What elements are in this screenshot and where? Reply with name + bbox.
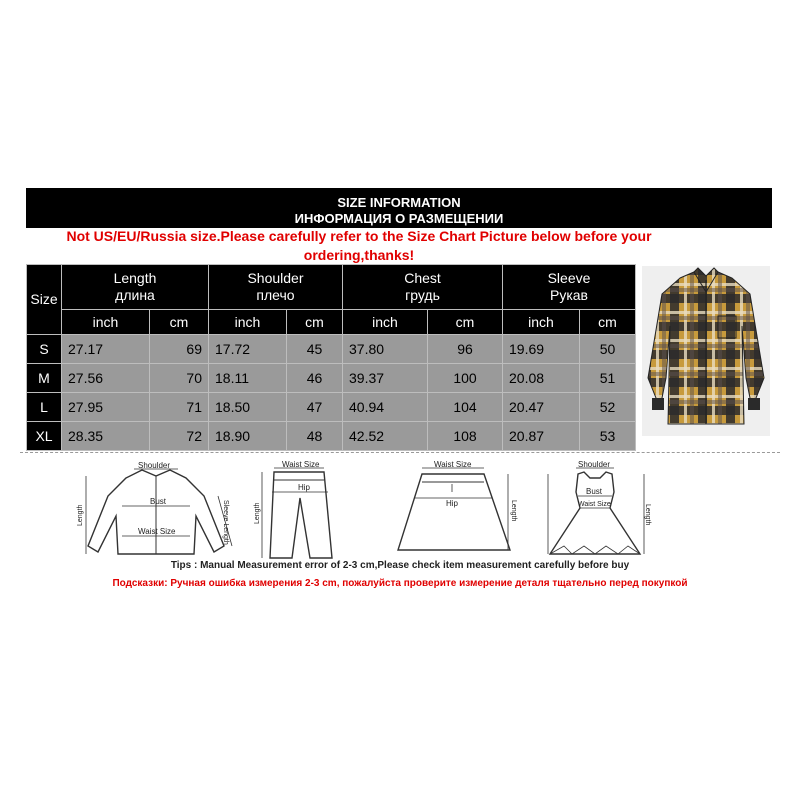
table-cell: 48 <box>287 422 343 451</box>
table-cell: 27.17 <box>62 335 150 364</box>
table-cell: 19.69 <box>503 335 580 364</box>
bust-label: Bust <box>150 497 167 506</box>
table-cell: 108 <box>428 422 503 451</box>
chest-header: Chest грудь <box>343 265 503 310</box>
size-chart-table <box>26 264 636 451</box>
length-label: Length <box>254 502 261 524</box>
header-title-ru: ИНФОРМАЦИЯ О РАЗМЕЩЕНИИ <box>294 211 504 226</box>
tips-ru: Подсказки: Ручная ошибка измерения 2-3 cm, пожалуйста проверите измерение деталя тщательно перед покупкой <box>112 578 688 589</box>
table-row <box>27 393 636 422</box>
length-header: Length длина <box>62 265 209 310</box>
table-cell: 72 <box>150 422 209 451</box>
table-cell: 40.94 <box>343 393 428 422</box>
unit-header: inch <box>503 310 580 335</box>
unit-header: cm <box>150 310 209 335</box>
table-cell: 100 <box>428 364 503 393</box>
unit-header: cm <box>580 310 636 335</box>
bust-label: Bust <box>586 487 603 496</box>
table-cell: 46 <box>287 364 343 393</box>
table-cell: 18.11 <box>209 364 287 393</box>
unit-header: cm <box>428 310 503 335</box>
shoulder-label: Shoulder <box>578 460 611 469</box>
table-cell: 18.50 <box>209 393 287 422</box>
size-notice <box>26 227 692 263</box>
waist-size-label: Waist Size <box>138 527 176 536</box>
table-cell: 53 <box>580 422 636 451</box>
table-cell: 28.35 <box>62 422 150 451</box>
table-cell: 104 <box>428 393 503 422</box>
table-cell: 52 <box>580 393 636 422</box>
notice-line-1: Not US/EU/Russia size.Please carefully refer to the Size Chart Picture below before your <box>66 228 652 244</box>
table-cell: 47 <box>287 393 343 422</box>
table-cell: 96 <box>428 335 503 364</box>
sleeve-length-label: Sleeve Length <box>222 500 229 545</box>
dress-diagram <box>540 462 650 562</box>
size-cell: S <box>27 335 62 364</box>
shoulder-label: Shoulder <box>138 461 171 470</box>
table-cell: 37.80 <box>343 335 428 364</box>
hip-label: Hip <box>446 499 459 508</box>
table-cell: 20.87 <box>503 422 580 451</box>
unit-header: cm <box>287 310 343 335</box>
table-cell: 27.56 <box>62 364 150 393</box>
table-cell: 51 <box>580 364 636 393</box>
table-row <box>27 422 636 451</box>
product-photo <box>642 266 770 436</box>
unit-header: inch <box>62 310 150 335</box>
table-cell: 39.37 <box>343 364 428 393</box>
size-column-header: Size <box>27 265 62 335</box>
header-title-en: SIZE INFORMATION <box>337 195 461 210</box>
waist-size-label: Waist Size <box>578 501 611 508</box>
sleeve-header: Sleeve Рукав <box>503 265 636 310</box>
divider <box>20 452 780 453</box>
skirt-diagram <box>392 462 522 558</box>
table-cell: 71 <box>150 393 209 422</box>
table-row <box>27 364 636 393</box>
table-cell: 18.90 <box>209 422 287 451</box>
table-cell: 42.52 <box>343 422 428 451</box>
notice-line-2: ordering,thanks! <box>303 247 415 263</box>
table-cell: 20.47 <box>503 393 580 422</box>
length-label: Length <box>77 504 84 526</box>
table-cell: 27.95 <box>62 393 150 422</box>
table-cell: 50 <box>580 335 636 364</box>
length-label: Length <box>644 504 651 526</box>
shoulder-header: Shoulder плечо <box>209 265 343 310</box>
size-cell: XL <box>27 422 62 451</box>
table-cell: 69 <box>150 335 209 364</box>
size-info-header <box>26 188 772 228</box>
table-cell: 70 <box>150 364 209 393</box>
unit-header: inch <box>209 310 287 335</box>
table-cell: 20.08 <box>503 364 580 393</box>
size-cell: L <box>27 393 62 422</box>
waist-size-label: Waist Size <box>282 460 320 469</box>
table-cell: 17.72 <box>209 335 287 364</box>
size-cell: M <box>27 364 62 393</box>
shirt-diagram <box>78 462 236 558</box>
tips-en: Tips : Manual Measurement error of 2-3 cm,Please check item measurement carefully before buy <box>170 560 630 571</box>
hip-label: Hip <box>298 483 311 492</box>
unit-header: inch <box>343 310 428 335</box>
pants-diagram <box>252 462 338 562</box>
table-row <box>27 335 636 364</box>
table-cell: 45 <box>287 335 343 364</box>
length-label: Length <box>510 500 517 522</box>
waist-size-label: Waist Size <box>434 460 472 469</box>
